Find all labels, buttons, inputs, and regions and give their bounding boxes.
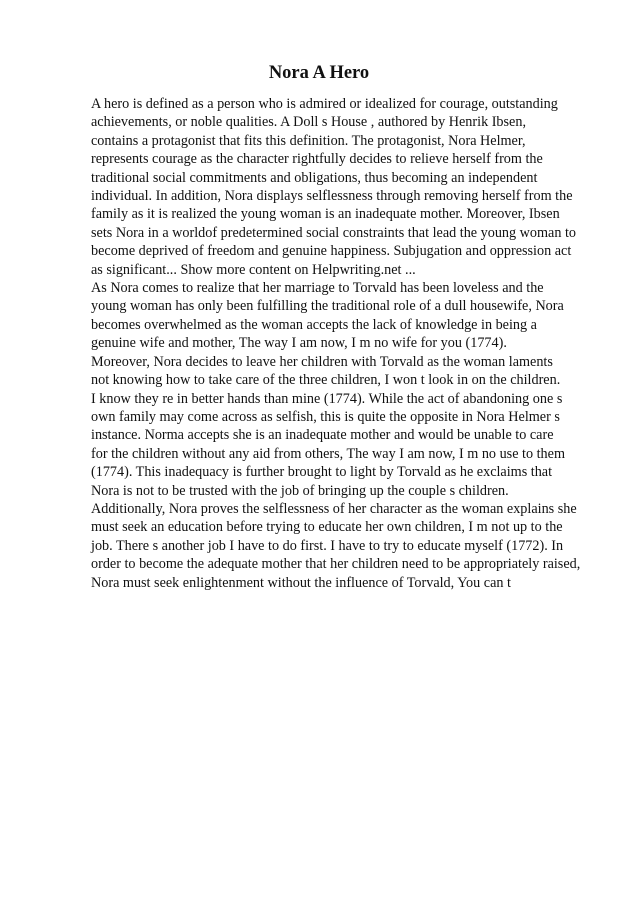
body-line-2: achievements, or noble qualities. A Doll s House , authored by Henrik Ibsen,	[91, 114, 526, 131]
body-line-9: become deprived of freedom and genuine happiness. Subjugation and oppression act	[91, 243, 572, 260]
body-line-22: Nora is not to be trusted with the job of bringing up the couple s children.	[91, 482, 509, 499]
body-line-20: for the children without any aid from others, The way I am now, I m no use to them	[91, 445, 565, 462]
body-line-24: must seek an education before trying to educate her own children, I m not up to the	[91, 519, 563, 536]
body-line-17: I know they re in better hands than mine (1774). While the act of abandoning one s	[91, 390, 563, 407]
body-line-19: instance. Norma accepts she is an inadequate mother and would be unable to care	[91, 427, 554, 444]
body-line-27: Nora must seek enlightenment without the influence of Torvald, You can t	[91, 574, 511, 591]
body-line-5: traditional social commitments and obligations, thus becoming an independent	[91, 169, 538, 186]
body-line-14: genuine wife and mother, The way I am now, I m no wife for you (1774).	[91, 335, 507, 352]
body-line-25: job. There s another job I have to do first. I have to try to educate myself (1772). In	[91, 537, 564, 554]
body-line-26: order to become the adequate mother that her children need to be appropriately raised,	[91, 556, 581, 573]
document-body	[91, 95, 601, 592]
body-line-18: own family may come across as selfish, this is quite the opposite in Nora Helmer s	[91, 408, 560, 425]
body-line-16: not knowing how to take care of the three children, I won t look in on the children.	[91, 372, 561, 389]
body-line-7: family as it is realized the young woman is an inadequate mother. Moreover, Ibsen	[91, 206, 560, 223]
show-more-line: as significant... Show more content on Helpwriting.net ...	[91, 261, 416, 278]
body-line-23: Additionally, Nora proves the selflessness of her character as the woman explains she	[91, 500, 577, 517]
document-title: Nora A Hero	[268, 63, 370, 83]
body-line-11: As Nora comes to realize that her marriage to Torvald has been loveless and the	[91, 280, 544, 297]
body-line-3: contains a protagonist that fits this definition. The protagonist, Nora Helmer,	[91, 132, 526, 149]
body-line-8: sets Nora in a worldof predetermined social constraints that lead the young woman to	[91, 224, 577, 241]
body-line-6: individual. In addition, Nora displays selflessness through removing herself from the	[91, 188, 573, 205]
body-line-13: becomes overwhelmed as the woman accepts the lack of knowledge in being a	[91, 316, 537, 333]
body-line-4: represents courage as the character rightfully decides to relieve herself from the	[91, 151, 543, 168]
body-line-12: young woman has only been fulfilling the traditional role of a dull housewife, Nora	[91, 298, 564, 315]
body-line-15: Moreover, Nora decides to leave her children with Torvald as the woman laments	[91, 353, 553, 370]
body-line-1: A hero is defined as a person who is admired or idealized for courage, outstanding	[91, 96, 558, 112]
body-line-21: (1774). This inadequacy is further brought to light by Torvald as he exclaims that	[91, 464, 553, 481]
